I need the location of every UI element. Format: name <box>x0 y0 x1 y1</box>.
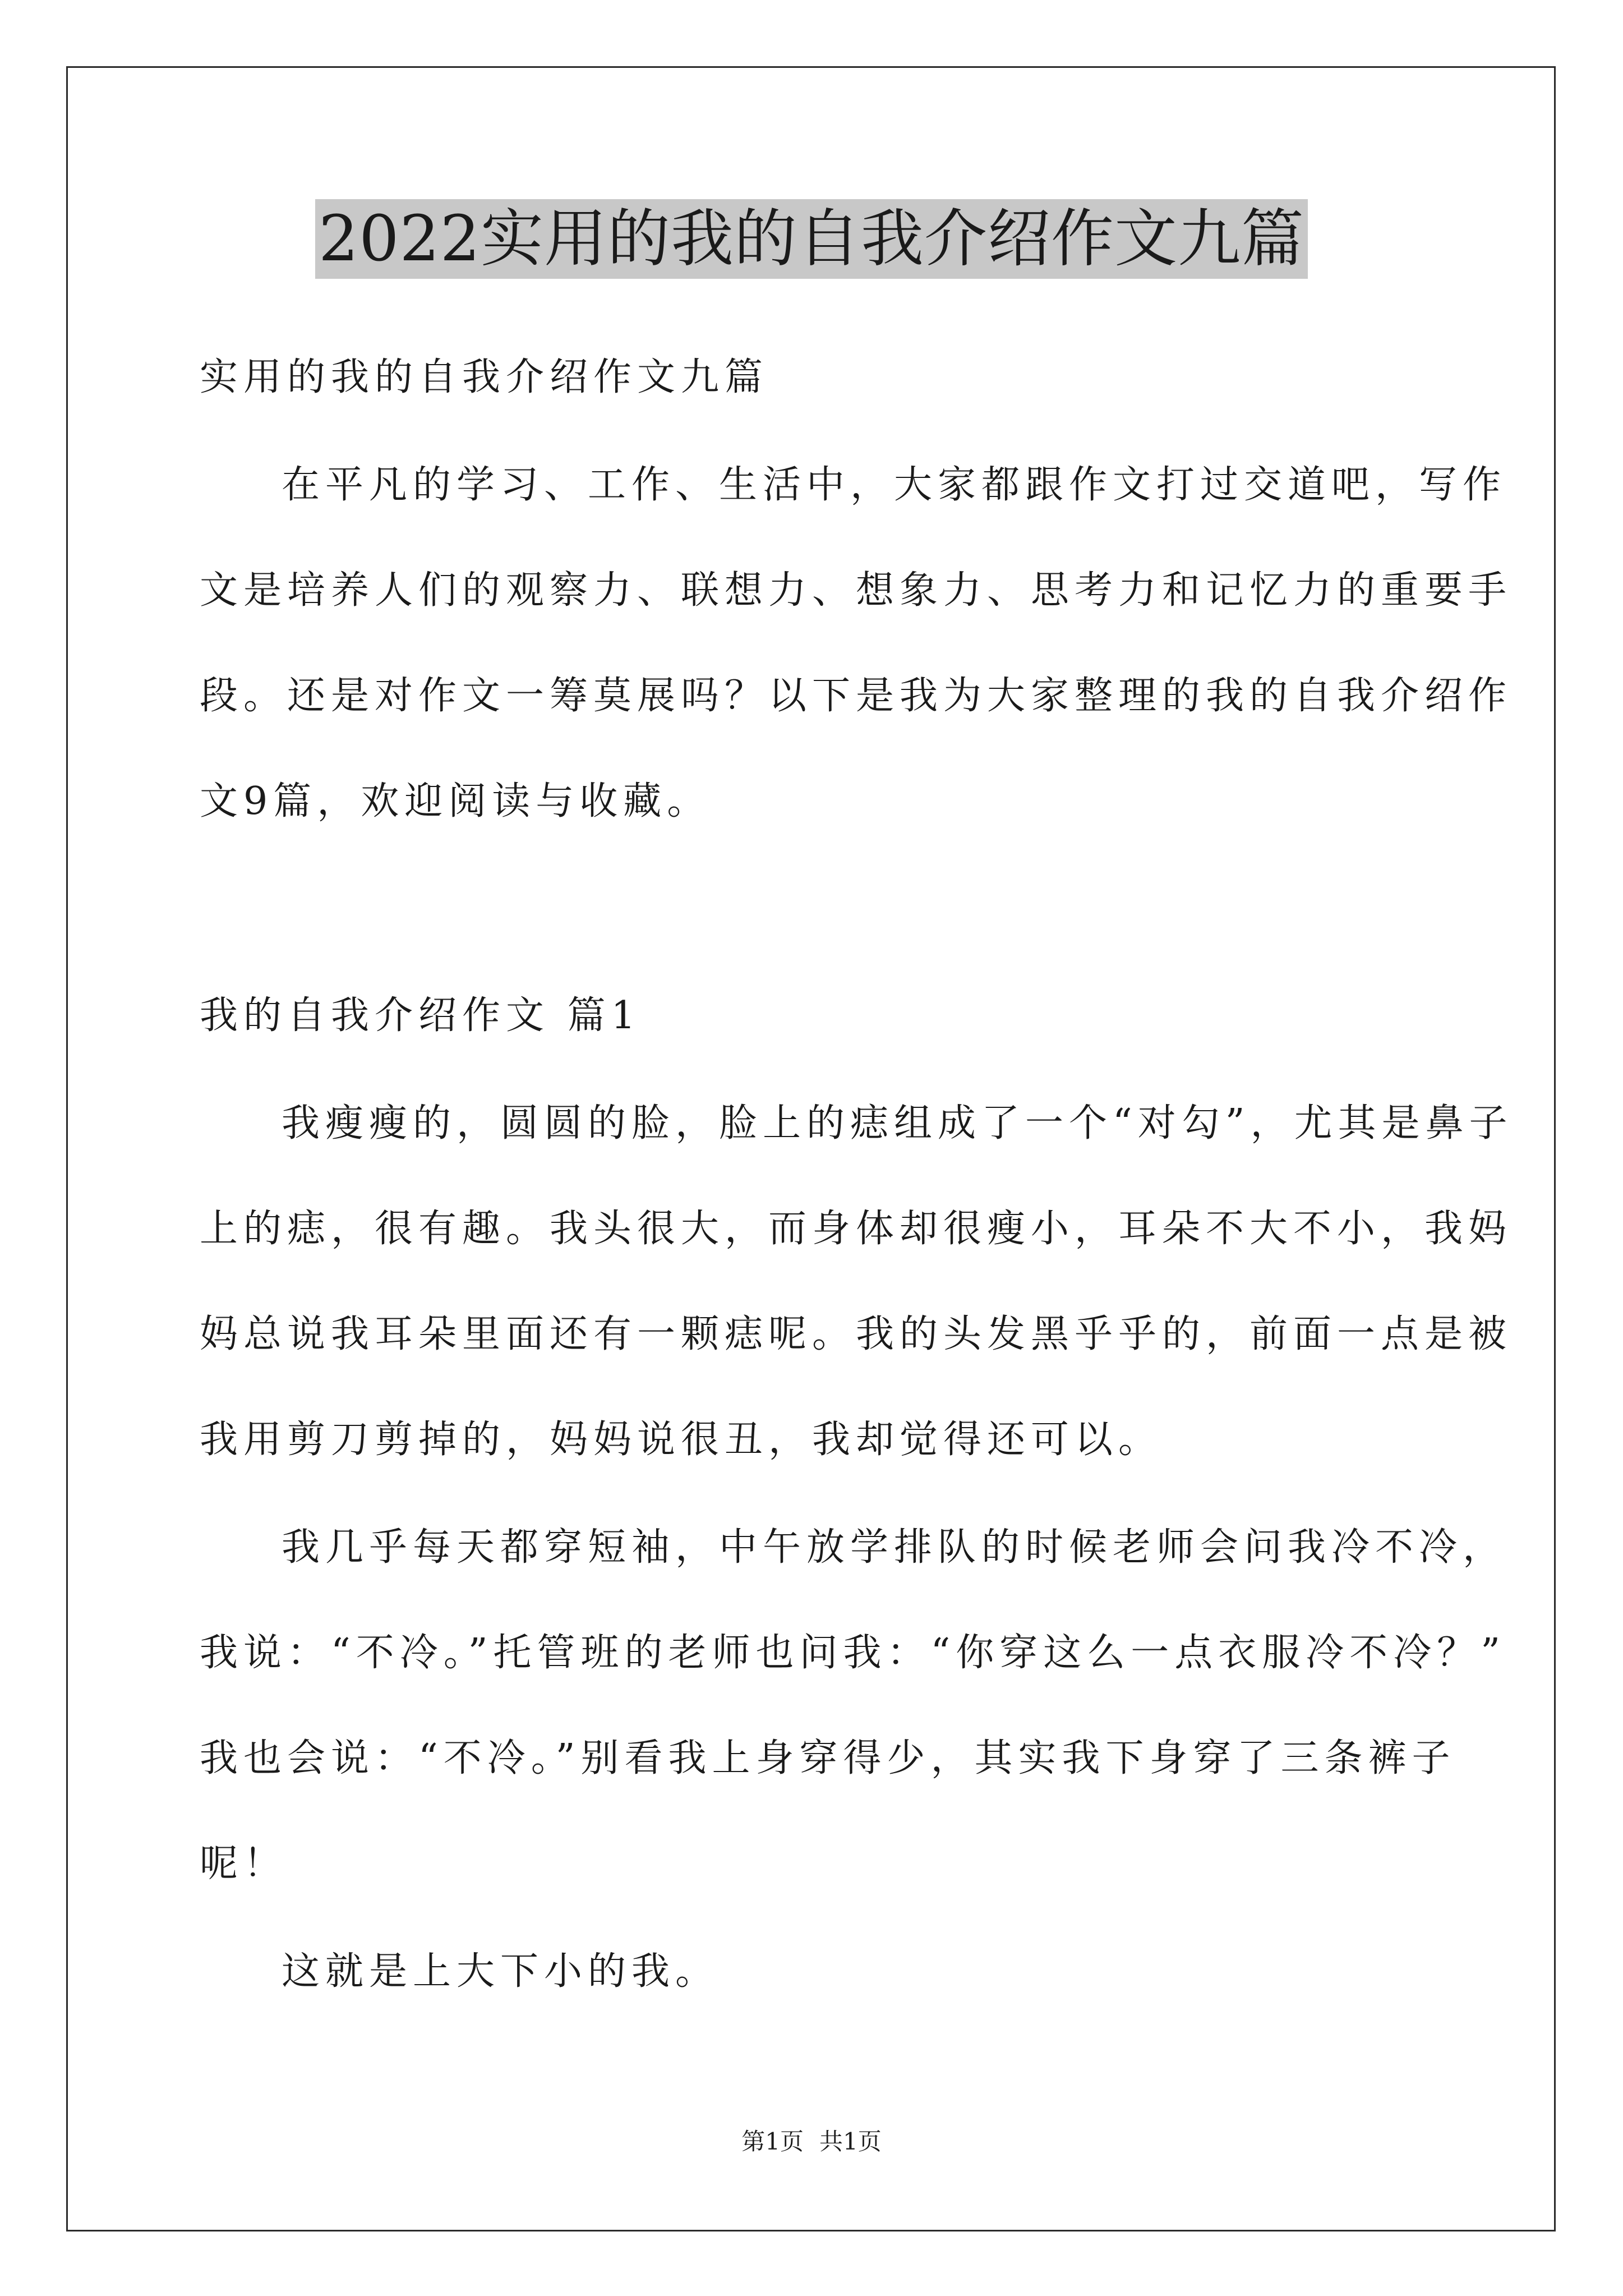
paragraph-line: 我用剪刀剪掉的，妈妈说很丑，我却觉得还可以。 <box>200 1418 1163 1462</box>
document-title: 2022实用的我的自我介绍作文九篇 <box>315 199 1308 279</box>
page-number: 第1页 <box>741 2128 804 2155</box>
intro-line: 段。还是对作文一筹莫展吗？以下是我为大家整理的我的自我介绍作 <box>200 674 1513 718</box>
section-heading: 我的自我介绍作文 篇1 <box>200 993 641 1038</box>
paragraph-line: 我也会说：“不冷。”别看我上身穿得少，其实我下身穿了三条裤子 <box>200 1736 1456 1780</box>
paragraph-line: 妈总说我耳朵里面还有一颗痣呢。我的头发黑乎乎的，前面一点是被 <box>200 1312 1513 1356</box>
intro-line: 文9篇，欢迎阅读与收藏。 <box>200 779 711 823</box>
page-footer <box>0 2126 1623 2157</box>
paragraph-line: 我说：“不冷。”托管班的老师也问我：“你穿这么一点衣服冷不冷？” <box>200 1631 1506 1675</box>
paragraph-line: 上的痣，很有趣。我头很大，而身体却很瘦小，耳朵不大不小，我妈 <box>200 1207 1513 1251</box>
title-container <box>0 199 1623 279</box>
intro-line: 在平凡的学习、工作、生活中，大家都跟作文打过交道吧，写作 <box>282 463 1507 507</box>
intro-line: 文是培养人们的观察力、联想力、想象力、思考力和记忆力的重要手 <box>200 568 1513 613</box>
subtitle: 实用的我的自我介绍作文九篇 <box>200 355 769 399</box>
page-total: 共1页 <box>819 2128 882 2155</box>
paragraph-line: 我几乎每天都穿短袖，中午放学排队的时候老师会问我冷不冷， <box>282 1525 1507 1570</box>
paragraph-line: 呢！ <box>200 1842 288 1886</box>
paragraph-line: 我瘦瘦的，圆圆的脸，脸上的痣组成了一个“对勾”，尤其是鼻子 <box>282 1101 1513 1145</box>
paragraph-line: 这就是上大下小的我。 <box>282 1949 720 1994</box>
